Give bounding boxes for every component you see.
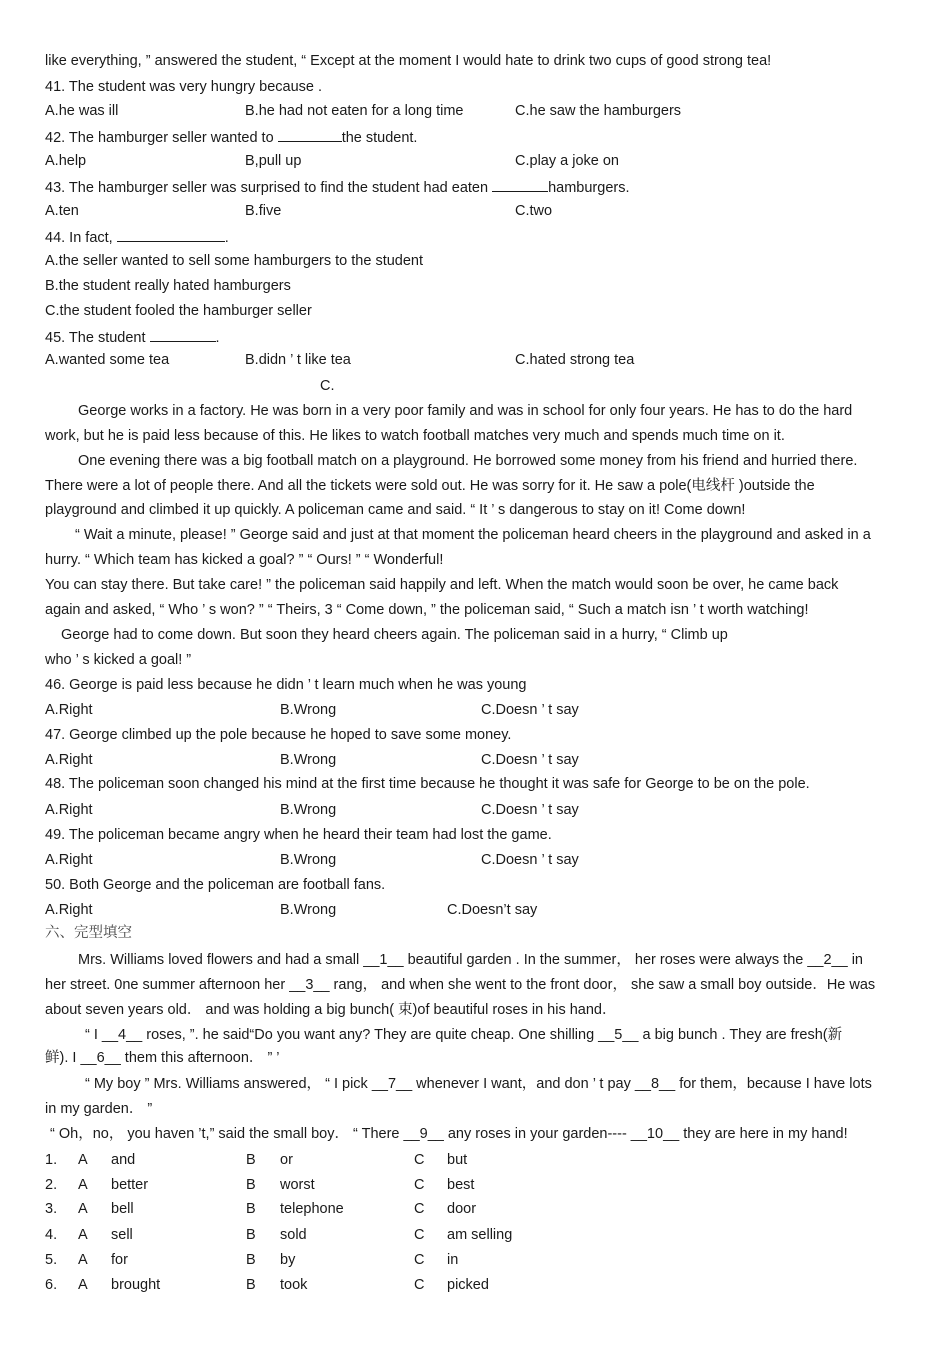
option-b-text: took	[280, 1277, 308, 1293]
option-b-text: or	[280, 1152, 293, 1168]
option-a-text: for	[111, 1252, 128, 1268]
option-c-letter: C	[414, 1177, 425, 1193]
passage-line: hurry. “ Which team has kicked a goal? ” “ Ours! ” “ Wonderful!	[45, 552, 444, 568]
passage-line: There were a lot of people there. And all the tickets were sold out. He was sorry for it. He saw a pole(电线杆 )outside the	[45, 478, 815, 494]
q44-option-c: C.the student fooled the hamburger seller	[45, 303, 312, 319]
question-45: 45. The student .	[45, 327, 220, 347]
question-49: 49. The policeman became angry when he heard their team had lost the game.	[45, 827, 552, 843]
q44-option-b: B.the student really hated hamburgers	[45, 278, 291, 294]
option-number: 4.	[45, 1227, 58, 1243]
question-44: 44. In fact, .	[45, 227, 229, 247]
option-a-text: sell	[111, 1227, 133, 1243]
answer-blank	[117, 227, 225, 242]
passage-label-c: C.	[320, 378, 335, 394]
q46-option-b: B.Wrong	[280, 702, 337, 718]
passage-line: George works in a factory. He was born in a very poor family and was in school for only four years. He has to do the hard	[78, 403, 853, 419]
option-a-letter: A	[78, 1177, 88, 1193]
passage-line: who ’ s kicked a goal! ”	[45, 652, 192, 668]
q47-option-c: C.Doesn ’ t say	[481, 752, 579, 768]
passage-line: playground and climbed it up quickly. A policeman came and said. “ It ’ s dangerous to stay on it! Come down!	[45, 502, 746, 518]
cloze-line: about seven years old． and was holding a big bunch( 束)of beautiful roses in his hand．	[45, 1002, 617, 1018]
option-b-text: by	[280, 1252, 296, 1268]
q45-option-b: B.didn ’ t like tea	[245, 352, 351, 368]
cloze-line: “ I __4__ roses, ”. he said“Do you want any? They are quite cheap. One shilling __5__ a big bunch . They are fresh(新	[85, 1027, 843, 1043]
question-48: 48. The policeman soon changed his mind at the first time because he thought it was safe for George to be on the pole.	[45, 776, 810, 792]
option-c-letter: C	[414, 1277, 425, 1293]
q44-option-a: A.the seller wanted to sell some hamburgers to the student	[45, 253, 424, 269]
passage-line: George had to come down. But soon they heard cheers again. The policeman said in a hurry, “ Climb up	[61, 627, 728, 643]
q43-option-a: A.ten	[45, 203, 79, 219]
q46-option-c: C.Doesn ’ t say	[481, 702, 579, 718]
option-c-text: best	[447, 1177, 475, 1193]
option-b-letter: B	[246, 1227, 256, 1243]
cloze-line: 鲜). I __6__ them this afternoon． ” ’	[45, 1050, 280, 1066]
q48-option-b: B.Wrong	[280, 802, 337, 818]
option-a-text: bell	[111, 1201, 134, 1217]
passage-line: One evening there was a big football match on a playground. He borrowed some money from his friend and hurried there.	[78, 453, 858, 469]
q46-option-a: A.Right	[45, 702, 93, 718]
option-b-letter: B	[246, 1201, 256, 1217]
q50-option-a: A.Right	[45, 902, 93, 918]
cloze-line: in my garden． ”	[45, 1101, 153, 1117]
option-b-letter: B	[246, 1177, 256, 1193]
q43-option-c: C.two	[515, 203, 553, 219]
q42-option-a: A.help	[45, 153, 87, 169]
q48-option-c: C.Doesn ’ t say	[481, 802, 579, 818]
q45-option-c: C.hated strong tea	[515, 352, 635, 368]
section-heading: 六、完型填空	[45, 925, 132, 941]
option-a-letter: A	[78, 1227, 88, 1243]
passage-line: “ Wait a minute, please! ” George said and just at that moment the policeman heard cheers in the playground and asked in a	[75, 527, 871, 543]
q50-option-c: C.Doesn’t say	[447, 902, 538, 918]
q41-option-b: B.he had not eaten for a long time	[245, 103, 464, 119]
answer-blank	[492, 177, 548, 192]
option-b-text: sold	[280, 1227, 307, 1243]
option-b-letter: B	[246, 1277, 256, 1293]
question-46: 46. George is paid less because he didn ’ t learn much when he was young	[45, 677, 527, 693]
option-a-text: and	[111, 1152, 136, 1168]
option-c-letter: C	[414, 1227, 425, 1243]
q41-option-a: A.he was ill	[45, 103, 119, 119]
option-b-text: worst	[280, 1177, 315, 1193]
option-b-letter: B	[246, 1152, 256, 1168]
q41-option-c: C.he saw the hamburgers	[515, 103, 682, 119]
q49-option-b: B.Wrong	[280, 852, 337, 868]
question-50: 50. Both George and the policeman are football fans.	[45, 877, 386, 893]
option-a-text: brought	[111, 1277, 161, 1293]
q49-option-c: C.Doesn ’ t say	[481, 852, 579, 868]
cloze-line: “ Oh，no， you haven ’t,” said the small boy． “ There __9__ any roses in your garden---- __10__ they are here in my hand!	[50, 1126, 848, 1142]
option-number: 3.	[45, 1201, 58, 1217]
q49-option-a: A.Right	[45, 852, 93, 868]
question-41: 41. The student was very hungry because .	[45, 79, 323, 95]
option-a-text: better	[111, 1177, 149, 1193]
option-number: 1.	[45, 1152, 58, 1168]
option-c-text: picked	[447, 1277, 489, 1293]
q47-option-a: A.Right	[45, 752, 93, 768]
option-number: 6.	[45, 1277, 58, 1293]
q42-option-b: B,pull up	[245, 153, 302, 169]
option-number: 2.	[45, 1177, 58, 1193]
q48-option-a: A.Right	[45, 802, 93, 818]
question-43: 43. The hamburger seller was surprised to find the student had eaten hamburgers.	[45, 177, 630, 197]
q47-option-b: B.Wrong	[280, 752, 337, 768]
passage-line: work, but he is paid less because of this. He likes to watch football matches very much and spends much time on it.	[45, 428, 785, 444]
option-c-letter: C	[414, 1252, 425, 1268]
option-a-letter: A	[78, 1152, 88, 1168]
option-b-letter: B	[246, 1252, 256, 1268]
question-47: 47. George climbed up the pole because he hoped to save some money.	[45, 727, 512, 743]
option-a-letter: A	[78, 1277, 88, 1293]
cloze-line: “ My boy ” Mrs. Williams answered， “ I pick __7__ whenever I want，and don ’ t pay __8__ for them，because I have lots	[85, 1076, 872, 1092]
option-c-text: in	[447, 1252, 459, 1268]
option-c-text: door	[447, 1201, 477, 1217]
option-c-letter: C	[414, 1152, 425, 1168]
question-42: 42. The hamburger seller wanted to the student.	[45, 127, 417, 147]
answer-blank	[150, 327, 216, 342]
passage-continuation-line: like everything, ” answered the student, “ Except at the moment I would hate to drink two cups of good strong tea!	[45, 53, 772, 69]
passage-line: again and asked, “ Who ’ s won? ” “ Theirs, 3 “ Come down, ” the policeman said, “ Such a match isn ’ t worth watching!	[45, 602, 809, 618]
option-a-letter: A	[78, 1252, 88, 1268]
q42-option-c: C.play a joke on	[515, 153, 619, 169]
option-number: 5.	[45, 1252, 58, 1268]
cloze-line: her street. 0ne summer afternoon her __3__ rang， and when she went to the front door， she saw a small boy outside．He was	[45, 977, 876, 993]
cloze-line: Mrs. Williams loved flowers and had a small __1__ beautiful garden . In the summer， her roses were always the __2__ in	[78, 952, 863, 968]
answer-blank	[278, 127, 342, 142]
q45-option-a: A.wanted some tea	[45, 352, 170, 368]
option-c-letter: C	[414, 1201, 425, 1217]
q50-option-b: B.Wrong	[280, 902, 337, 918]
option-c-text: am selling	[447, 1227, 513, 1243]
passage-line: You can stay there. But take care! ” the policeman said happily and left. When the match would soon be over, he came back	[45, 577, 839, 593]
q43-option-b: B.five	[245, 203, 282, 219]
option-b-text: telephone	[280, 1201, 344, 1217]
option-c-text: but	[447, 1152, 468, 1168]
option-a-letter: A	[78, 1201, 88, 1217]
